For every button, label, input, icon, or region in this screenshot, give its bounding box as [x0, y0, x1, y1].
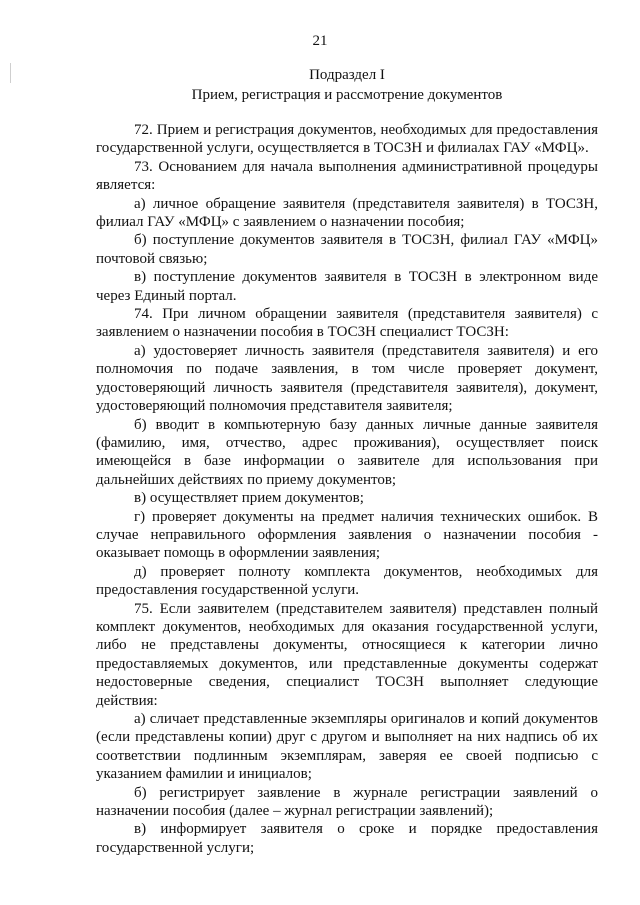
- paragraph-73-a: а) личное обращение заявителя (представителя заявителя) в ТОСЗН, филиал ГАУ «МФЦ» с заявлением о назначении пособия;: [96, 195, 598, 231]
- page-number: 21: [312, 33, 328, 49]
- paragraph-74-g: г) проверяет документы на предмет наличия технических ошибок. В случае неправильного оформления заявления о назначении пособия - оказывает помощь в оформлении заявления;: [96, 508, 598, 562]
- paragraph-75-b: б) регистрирует заявление в журнале регистрации заявлений о назначении пособия (далее – журнал регистрации заявлений);: [96, 784, 598, 820]
- document-body: [96, 121, 598, 857]
- subsection-title: Подраздел I: [309, 67, 385, 83]
- paragraph-72: 72. Прием и регистрация документов, необходимых для предоставления государственной услуги, осуществляется в ТОСЗН и филиалах ГАУ «МФЦ».: [96, 122, 598, 157]
- paragraph-75-v: в) информирует заявителя о сроке и порядке предоставления государственной услуги;: [96, 821, 598, 856]
- paragraph-73: 73. Основанием для начала выполнения административной процедуры является:: [96, 158, 598, 194]
- paragraph-73-v: в) поступление документов заявителя в ТОСЗН в электронном виде через Единый портал.: [96, 269, 598, 304]
- paragraph-74-a: а) удостоверяет личность заявителя (представителя заявителя) и его полномочия по подаче заявления, в том числе проверяет документ, удостоверяющий личность заявителя (представителя заявителя), документ, удостоверяющий полномочия представителя заявителя;: [96, 342, 598, 415]
- scan-edge-mark: [10, 63, 11, 83]
- subsection-subtitle: Прием, регистрация и рассмотрение документов: [191, 87, 503, 103]
- paragraph-75: 75. Если заявителем (представителем заявителя) представлен полный комплект документов, необходимых для оказания государственной услуги, либо не представлены документы, относящиеся к категории лично предоставляемых документов, или представленные документы содержат недостоверные сведения, специалист ТОСЗН выполняет следующие действия:: [96, 600, 598, 709]
- paragraph-75-a: а) сличает представленные экземпляры оригиналов и копий документов (если представлены копии) друг с другом и выполняет на них надпись об их соответствии подлинным экземплярам, заверяя ее своей подписью с указанием фамилии и инициалов;: [96, 711, 598, 783]
- paragraph-74-v: в) осуществляет прием документов;: [134, 490, 364, 507]
- paragraph-74-d: д) проверяет полноту комплекта документов, необходимых для предоставления государственной услуги.: [96, 563, 598, 599]
- paragraph-73-b: б) поступление документов заявителя в ТОСЗН, филиал ГАУ «МФЦ» почтовой связью;: [96, 232, 598, 267]
- paragraph-74: 74. При личном обращении заявителя (представителя заявителя) с заявлением о назначении пособия в ТОСЗН специалист ТОСЗН:: [96, 306, 598, 341]
- paragraph-74-b: б) вводит в компьютерную базу данных личные данные заявителя (фамилию, имя, отчество, адрес проживания), осуществляет поиск имеющейся в базе информации о заявителе для использования при дальнейших действиях по приему документов;: [96, 416, 598, 488]
